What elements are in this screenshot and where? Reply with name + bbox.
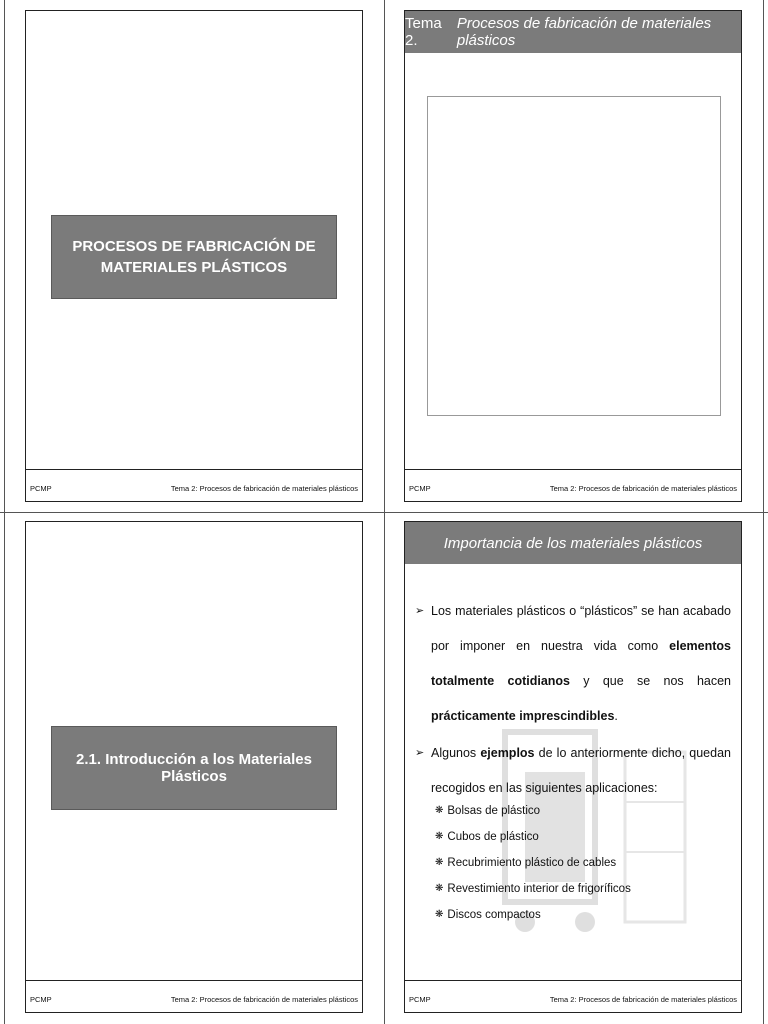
footer-right: Tema 2: Procesos de fabricación de materiales plásticos bbox=[549, 484, 737, 493]
slide-2-header-prefix: Tema 2. bbox=[405, 15, 442, 49]
list-item-text: Recubrimiento plástico de cables bbox=[447, 857, 617, 869]
footer-right: Tema 2: Procesos de fabricación de materiales plásticos bbox=[170, 484, 358, 493]
list-item bbox=[435, 850, 631, 876]
slide-2-footer bbox=[405, 469, 741, 501]
list-item-text: Bolsas de plástico bbox=[447, 805, 541, 817]
footer-left: PCMP bbox=[409, 995, 431, 1004]
footer-right: Tema 2: Procesos de fabricación de materiales plásticos bbox=[170, 995, 358, 1004]
bullet-2-text-b: de lo anteriormente dicho, quedan recogidos en las siguientes aplicaciones: bbox=[431, 746, 731, 795]
bullet-1-text-a: Los materiales plásticos o “plásticos” se han acabado por imponer en nuestra vida como bbox=[431, 604, 731, 653]
list-item bbox=[435, 902, 631, 928]
slide-2-header bbox=[405, 11, 741, 53]
asterisk-bullet-icon: ❋ bbox=[435, 909, 444, 920]
bullet-2 bbox=[415, 736, 731, 806]
slide-4-header bbox=[405, 522, 741, 564]
asterisk-bullet-icon: ❋ bbox=[435, 831, 444, 842]
slide-4-body bbox=[415, 594, 731, 806]
arrow-bullet-icon: ➢ bbox=[415, 605, 425, 617]
empty-figure-frame bbox=[427, 96, 721, 416]
list-item bbox=[435, 824, 631, 850]
bullet-2-text-a: Algunos bbox=[431, 746, 481, 760]
bullet-1-bold-b: prácticamente imprescindibles bbox=[431, 709, 615, 723]
bullet-1-text-b: y que se nos hacen bbox=[570, 674, 732, 688]
slide-1 bbox=[25, 10, 363, 502]
grid-divider-horizontal bbox=[0, 512, 768, 513]
footer-left: PCMP bbox=[30, 995, 52, 1004]
list-item bbox=[435, 876, 631, 902]
footer-left: PCMP bbox=[30, 484, 52, 493]
asterisk-bullet-icon: ❋ bbox=[435, 857, 444, 868]
slide-3 bbox=[25, 521, 363, 1013]
slide-1-footer bbox=[26, 469, 362, 501]
applications-list bbox=[435, 798, 631, 928]
slide-4 bbox=[404, 521, 742, 1013]
bullet-1-text-c: . bbox=[614, 709, 618, 723]
asterisk-bullet-icon: ❋ bbox=[435, 805, 444, 816]
slide-3-title: 2.1. Introducción a los Materiales Plásticos bbox=[51, 726, 337, 810]
footer-left: PCMP bbox=[409, 484, 431, 493]
asterisk-bullet-icon: ❋ bbox=[435, 883, 444, 894]
arrow-bullet-icon: ➢ bbox=[415, 747, 425, 759]
bullet-1-bold-a: elementos totalmente cotidianos bbox=[431, 639, 731, 688]
list-item-text: Discos compactos bbox=[447, 909, 541, 921]
slide-1-title: PROCESOS DE FABRICACIÓN DE MATERIALES PLÁSTICOS bbox=[51, 215, 337, 299]
bullet-2-bold: ejemplos bbox=[480, 746, 535, 760]
list-item-text: Cubos de plástico bbox=[447, 831, 539, 843]
list-item-text: Revestimiento interior de frigoríficos bbox=[447, 883, 631, 895]
list-item bbox=[435, 798, 631, 824]
footer-right: Tema 2: Procesos de fabricación de materiales plásticos bbox=[549, 995, 737, 1004]
slide-3-footer bbox=[26, 980, 362, 1012]
slide-4-footer bbox=[405, 980, 741, 1012]
slide-4-header-title: Importancia de los materiales plásticos bbox=[443, 534, 703, 552]
slide-2-header-italic: Procesos de fabricación de materiales plásticos bbox=[456, 15, 712, 49]
slide-2 bbox=[404, 10, 742, 502]
bullet-1 bbox=[415, 594, 731, 734]
